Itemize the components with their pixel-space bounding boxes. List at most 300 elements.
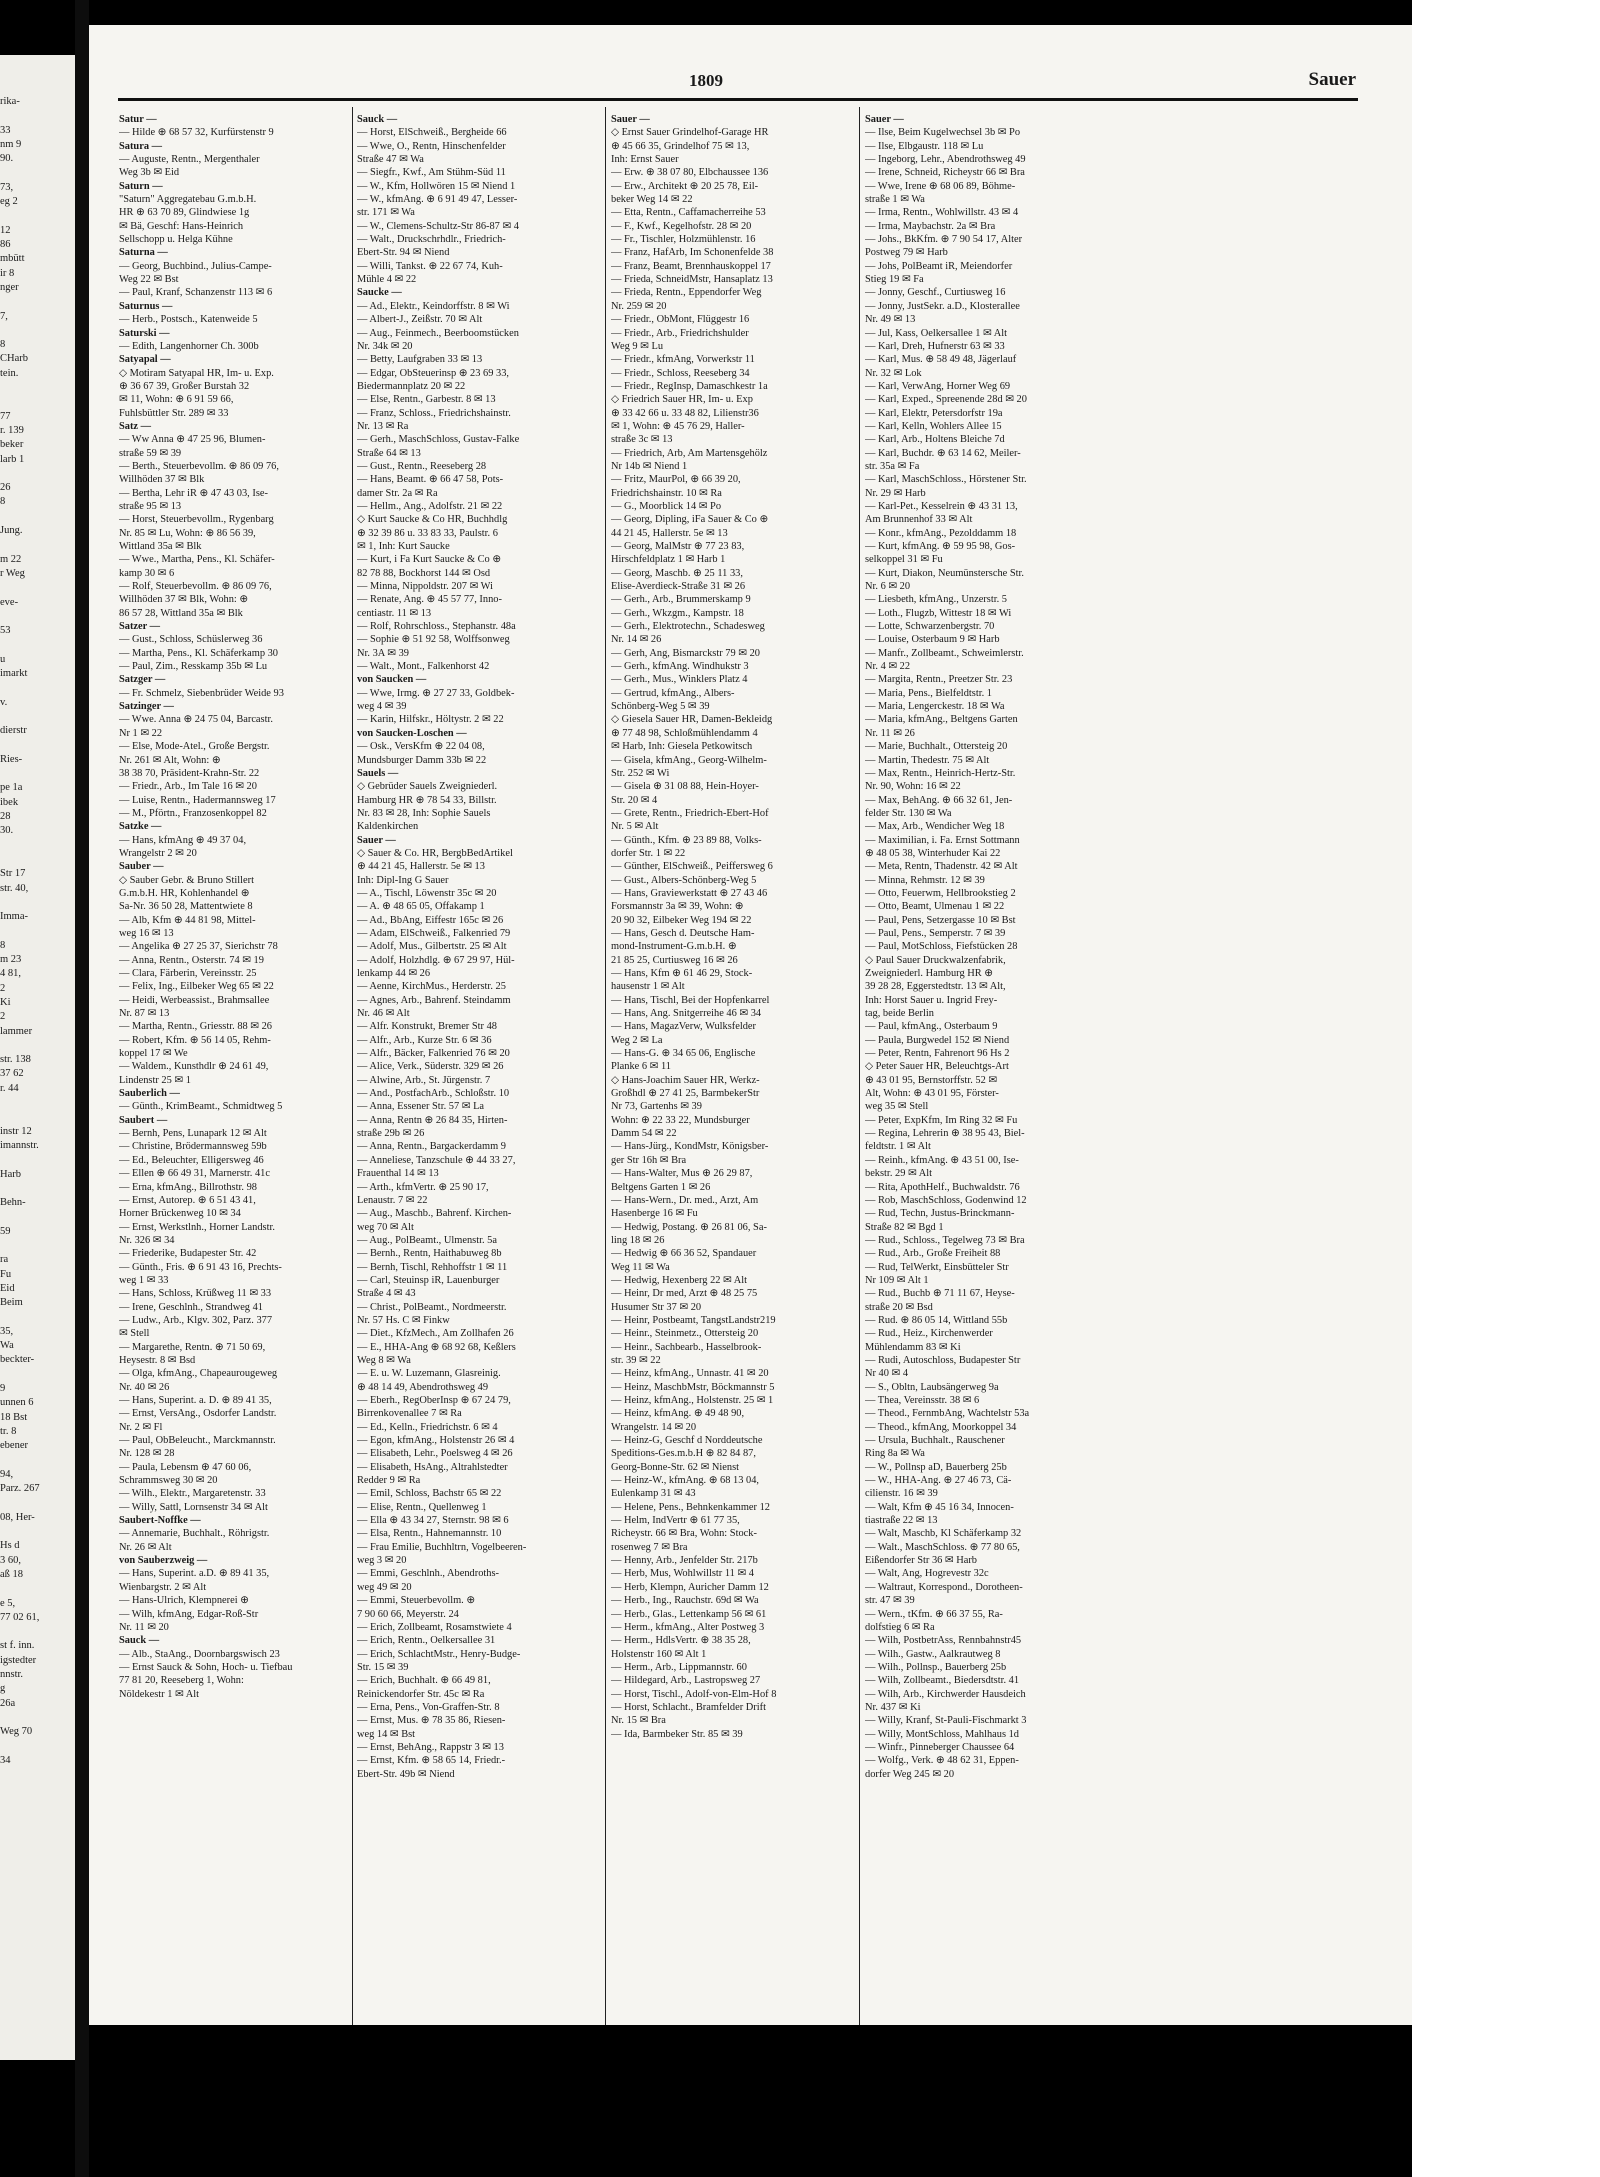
directory-entry-line: — Else, Mode-Atel., Große Bergstr. [119, 741, 270, 753]
surname-heading: Saubert-Noffke — [119, 1515, 201, 1527]
directory-entry-line: straße 59 ✉ 39 [119, 447, 182, 459]
directory-entry-line: — Wwe, O., Rentn, Hinschenfelder [357, 140, 506, 152]
directory-entry-line: — Agnes, Arb., Bahrenf. Steindamm [357, 994, 511, 1006]
directory-entry-line: straße 20 ✉ Bsd [865, 1301, 933, 1313]
directory-entry-line: — Emmi, Geschlnh., Abendroths- [357, 1568, 499, 1580]
directory-entry-line: — Franz, Schloss., Friedrichshainstr. [357, 407, 511, 419]
directory-entry-line: — W., HHA-Ang. ⊕ 27 46 73, Cä- [865, 1475, 1012, 1487]
directory-entry-line: — Otto, Feuerwm, Hellbrookstieg 2 [865, 887, 1016, 899]
directory-entry-line: — Alfr. Konstrukt, Bremer Str 48 [357, 1021, 497, 1033]
directory-entry-line: — Bernh, Tischl, Rehhoffstr 1 ✉ 11 [357, 1261, 508, 1273]
directory-entry-line: Inh: Horst Sauer u. Ingrid Frey- [865, 994, 998, 1006]
directory-entry-line: — Wilh., Elektr., Margaretenstr. 33 [119, 1488, 266, 1500]
directory-entry-line: ger Str 16h ✉ Bra [611, 1154, 687, 1166]
directory-entry-line: lenkamp 44 ✉ 26 [357, 968, 431, 979]
directory-entry-line: — S., Obltn, Laubsängerweg 9a [865, 1381, 999, 1393]
directory-entry-line: — Gerh., Wkzgm., Kampstr. 18 [611, 607, 744, 619]
previous-page-fragment: 7, [0, 310, 8, 322]
directory-entry-line: — Georg, Dipling, iFa Sauer & Co ⊕ [611, 514, 769, 526]
directory-entry-line: — Fr., Tischler, Holzmühlenstr. 16 [611, 234, 756, 246]
previous-page-fragment: aß 18 [0, 1568, 24, 1580]
directory-entry-line: — Fr. Schmelz, Siebenbrüder Weide 93 [119, 687, 284, 699]
directory-entry-line: — Wwe. Anna ⊕ 24 75 04, Barcastr. [119, 714, 273, 726]
directory-entry-line: Nr 40 ✉ 4 [865, 1368, 909, 1380]
directory-entry-line: — Adam, ElSchweiß., Falkenried 79 [357, 927, 511, 939]
directory-entry-line: — Thea, Vereinsstr. 38 ✉ 6 [865, 1395, 980, 1406]
directory-entry-line: — Anna, Essener Str. 57 ✉ La [357, 1101, 485, 1113]
directory-entry-line: — Erw. ⊕ 38 07 80, Elbchaussee 136 [611, 167, 769, 179]
previous-page-fragment: Harb [0, 1168, 21, 1180]
directory-entry-line: ◇ Friedrich Sauer HR, Im- u. Exp [611, 394, 753, 406]
surname-heading: Sauer — [357, 834, 396, 846]
surname-heading: Saturski — [119, 327, 170, 339]
directory-entry-line: weg 3 ✉ 20 [357, 1555, 407, 1567]
directory-entry-line: Lenaustr. 7 ✉ 22 [357, 1194, 428, 1206]
directory-entry-line: — Walt, Maschb, Kl Schäferkamp 32 [865, 1528, 1022, 1540]
surname-heading: Satzke — [119, 821, 162, 833]
directory-entry-line: 77 81 20, Reeseberg 1, Wohn: [119, 1675, 244, 1687]
directory-entry-line: Nr 109 ✉ Alt 1 [865, 1274, 929, 1286]
directory-entry-line: — Rud, Techn, Justus-Brinckmann- [865, 1208, 1015, 1220]
directory-entry-line: mond-Instrument-G.m.b.H. ⊕ [611, 941, 737, 953]
directory-entry-line: — Aenne, KirchMus., Herderstr. 25 [357, 981, 506, 993]
directory-entry-line: — Friedr., RegInsp, Damaschkestr 1a [611, 380, 768, 392]
directory-entry-line: — Frieda, SchneidMstr, Hansaplatz 13 [611, 274, 773, 286]
directory-entry-line: G.m.b.H. HR, Kohlenhandel ⊕ [119, 887, 250, 899]
directory-entry-line: — Paul, kfmAng., Osterbaum 9 [865, 1021, 998, 1033]
directory-entry-line: — Theod., kfmAng, Moorkoppel 34 [865, 1421, 1017, 1433]
previous-page-fragment: lammer [0, 1025, 33, 1037]
directory-entry-line: Inh: Dipl-Ing G Sauer [357, 874, 449, 886]
surname-heading: Satzinger — [119, 701, 174, 713]
directory-entry-line: Eulenkamp 31 ✉ 43 [611, 1488, 696, 1500]
directory-entry-line: — Minna, Rehmstr. 12 ✉ 39 [865, 874, 985, 886]
directory-entry-line: — Max, Rentn., Heinrich-Hertz-Str. [865, 767, 1016, 779]
directory-entry-line: Willhöden 37 ✉ Blk [119, 474, 205, 486]
directory-entry-line: — Heinz-G, Geschf d Norddeutsche [611, 1435, 763, 1447]
directory-entry-line: ⊕ 44 21 45, Hallerstr. 5e ✉ 13 [357, 861, 485, 873]
previous-page-fragment: ebener [0, 1440, 28, 1452]
previous-page-fragment: Beim [0, 1297, 23, 1309]
previous-page-fragment: 33 [0, 124, 11, 136]
directory-entry-line: — Hans, Ang. Snitgerreihe 46 ✉ 34 [611, 1008, 762, 1020]
directory-entry-line: — Erna, kfmAng., Billrothstr. 98 [119, 1181, 257, 1193]
directory-entry-line: — Liesbeth, kfmAng., Unzerstr. 5 [865, 594, 1007, 606]
previous-page-fragment: unnen 6 [0, 1397, 34, 1409]
directory-entry-line: — Loth., Flugzb, Wittestr 18 ✉ Wi [865, 607, 1012, 619]
directory-entry-line: Nr. 14 ✉ 26 [611, 634, 662, 646]
directory-entry-line: HR ⊕ 63 70 89, Glindwiese 1g [119, 207, 250, 219]
directory-entry-line: Nr. 259 ✉ 20 [611, 300, 667, 312]
previous-page-fragment: 94, [0, 1468, 14, 1480]
directory-entry-line: — Herb., Glas., Lettenkamp 56 ✉ 61 [611, 1608, 767, 1620]
directory-entry-line: — Kurt, Diakon, Neumünstersche Str. [865, 567, 1025, 579]
previous-page-fragment: imarkt [0, 668, 28, 679]
directory-entry-line: weg 35 ✉ Stell [865, 1101, 929, 1113]
directory-entry-line: Redder 9 ✉ Ra [357, 1475, 421, 1487]
directory-entry-line: ◇ Paul Sauer Druckwalzenfabrik, [865, 954, 1006, 966]
directory-entry-line: — Regina, Lehrerin ⊕ 38 95 43, Biel- [865, 1128, 1025, 1140]
directory-entry-line: Am Brunnenhof 33 ✉ Alt [865, 514, 973, 526]
directory-entry-line: ◇ Ernst Sauer Grindelhof-Garage HR [611, 127, 769, 139]
previous-page-fragment: 59 [0, 1225, 11, 1237]
directory-entry-line: — Karl, Arb., Holtens Bleiche 7d [865, 434, 1005, 446]
directory-entry-line: — Wilh., Pollnsp., Bauerberg 25b [865, 1661, 1007, 1673]
directory-entry-line: Elise-Averdieck-Straße 31 ✉ 26 [611, 581, 746, 593]
directory-entry-line: — Else, Rentn., Garbestr. 8 ✉ 13 [357, 394, 496, 406]
directory-entry-line: — Waldem., Kunsthdlr ⊕ 24 61 49, [119, 1061, 269, 1073]
directory-entry-line: 82 78 88, Bockhorst 144 ✉ Osd [357, 567, 491, 579]
directory-entry-line: — Karl, Exped., Spreenende 28d ✉ 20 [865, 394, 1027, 406]
surname-heading: Saturn — [119, 180, 163, 192]
directory-entry-line: — Emil, Schloss, Bachstr 65 ✉ 22 [357, 1488, 502, 1500]
directory-entry-line: — Anna, Rentn ⊕ 26 84 35, Hirten- [357, 1114, 508, 1126]
previous-page-fragment: Ki [0, 996, 11, 1008]
column-4 [865, 113, 1115, 2023]
directory-entry-line: ◇ Peter Sauer HR, Beleuchtgs-Art [865, 1061, 1009, 1073]
directory-entry-line: Ebert-Str. 94 ✉ Niend [357, 247, 450, 259]
directory-entry-line: ✉ Stell [119, 1328, 150, 1340]
directory-entry-line: — Jonny, Geschf., Curtiusweg 16 [865, 287, 1006, 299]
directory-entry-line: ◇ Sauber Gebr. & Bruno Stillert [119, 874, 254, 886]
directory-entry-line: Inh: Ernst Sauer [611, 154, 679, 166]
directory-entry-line: — Karin, Hilfskr., Höltystr. 2 ✉ 22 [357, 714, 504, 726]
directory-entry-line: — Luise, Rentn., Hadermannsweg 17 [119, 794, 276, 806]
directory-entry-line: — Ludw., Arb., Klgv. 302, Parz. 377 [119, 1314, 273, 1326]
previous-page-fragment: 90. [0, 153, 14, 165]
directory-entry-line: rosenweg 7 ✉ Bra [611, 1541, 688, 1553]
directory-entry-line: Wittland 35a ✉ Blk [119, 541, 202, 552]
directory-entry-line: — Hans, Superint. a.D. ⊕ 89 41 35, [119, 1568, 270, 1580]
directory-entry-line: — Hans-Wern., Dr. med., Arzt, Am [611, 1194, 759, 1206]
directory-entry-line: — Rolf, Rohrschloss., Stephanstr. 48a [357, 621, 516, 633]
directory-entry-line: — Edith, Langenhorner Ch. 300b [119, 340, 259, 352]
directory-entry-line: — Rolf, Steuerbevollm. ⊕ 86 09 76, [119, 581, 272, 593]
directory-entry-line: Str. 15 ✉ 39 [357, 1661, 409, 1673]
previous-page-fragment: beckter- [0, 1354, 35, 1366]
directory-entry-line: Nr. 261 ✉ Alt, Wohn: ⊕ [119, 754, 221, 766]
directory-entry-line: beker Weg 14 ✉ 22 [611, 194, 693, 206]
directory-entry-line: centiastr. 11 ✉ 13 [357, 607, 432, 619]
directory-entry-line: Nr. 90, Wohn: 16 ✉ 22 [865, 781, 961, 793]
directory-entry-line: — Gust., Schloss, Schüslerweg 36 [119, 634, 263, 646]
column-2 [357, 113, 607, 2023]
directory-entry-line: — Robert, Kfm. ⊕ 56 14 05, Rehm- [119, 1034, 271, 1046]
previous-page-fragment: Ries- [0, 753, 23, 765]
directory-entry-line: — Ingeborg, Lehr., Abendrothsweg 49 [865, 154, 1026, 166]
directory-entry-line: — Gerh, Ang, Bismarckstr 79 ✉ 20 [611, 647, 760, 659]
directory-entry-line: — Egon, kfmAng., Holstenstr 26 ✉ 4 [357, 1435, 515, 1447]
directory-entry-line: — Hans, Schloss, Krüßweg 11 ✉ 33 [119, 1288, 272, 1300]
directory-entry-line: weg 49 ✉ 20 [357, 1581, 412, 1593]
directory-entry-line: Biedermannplatz 20 ✉ 22 [357, 380, 466, 392]
directory-entry-line: Ebert-Str. 49b ✉ Niend [357, 1768, 455, 1780]
directory-entry-line: — Paul, Zim., Resskamp 35b ✉ Lu [119, 661, 268, 673]
previous-page-fragment: 35, [0, 1325, 14, 1337]
directory-entry-line: — Elisabeth, Lehr., Poelsweg 4 ✉ 26 [357, 1448, 513, 1460]
page-number: 1809 [689, 71, 723, 90]
directory-entry-line: — Günth., Kfm. ⊕ 23 89 88, Volks- [611, 834, 762, 846]
directory-entry-line: — Otto, Beamt, Ulmenau 1 ✉ 22 [865, 901, 1005, 913]
previous-page-fragment: 53 [0, 625, 11, 637]
directory-entry-line: Nr. 83 ✉ 28, Inh: Sophie Sauels [357, 807, 491, 819]
directory-entry-line: — W., Kfm, Hollwören 15 ✉ Niend 1 [357, 180, 516, 192]
directory-entry-line: — Ursula, Buchhalt., Rauschener [865, 1435, 1005, 1447]
directory-entry-line: — Osk., VersKfm ⊕ 22 04 08, [357, 741, 485, 753]
directory-entry-line: — Karl, Mus. ⊕ 58 49 48, Jägerlauf [865, 354, 1017, 366]
directory-entry-line: — Elisabeth, HsAng., Altrahlstedter [357, 1461, 508, 1473]
directory-entry-line: dolfstieg 6 ✉ Ra [865, 1621, 935, 1633]
directory-entry-line: — Alfr., Bäcker, Falkenried 76 ✉ 20 [357, 1048, 510, 1060]
directory-entry-line: straße 95 ✉ 13 [119, 500, 182, 512]
directory-entry-line: 21 85 25, Curtiusweg 16 ✉ 26 [611, 954, 738, 966]
directory-entry-line: — Karl, Kelln, Wohlers Allee 15 [865, 420, 1002, 432]
directory-entry-line: str. 39 ✉ 22 [611, 1354, 661, 1366]
directory-entry-line: — Konr., kfmAng., Pezolddamm 18 [865, 527, 1017, 539]
directory-entry-line: Schönberg-Weg 5 ✉ 39 [611, 701, 710, 713]
directory-entry-line: — Adolf, Mus., Gilbertstr. 25 ✉ Alt [357, 941, 507, 953]
directory-page [89, 25, 1412, 2025]
directory-entry-line: — Margarethe, Rentn. ⊕ 71 50 69, [119, 1341, 266, 1353]
directory-entry-line: — Aug., Feinmech., Beerboomstücken [357, 327, 519, 339]
surname-heading: Satyapal — [119, 354, 171, 366]
directory-entry-line: — Wwe, Irmg. ⊕ 27 27 33, Goldbek- [357, 687, 515, 699]
directory-entry-line: dorfer Weg 245 ✉ 20 [865, 1768, 955, 1780]
previous-page-fragment: 2 [0, 982, 6, 994]
previous-page-fragment: 8 [0, 339, 6, 351]
directory-entry-line: Weg 9 ✉ Lu [611, 340, 664, 352]
directory-entry-line: Friedrichshainstr. 10 ✉ Ra [611, 487, 722, 499]
previous-page-fragment: imannstr. [0, 1139, 39, 1151]
directory-entry-line: — Ad., BbAng, Eiffestr 165c ✉ 26 [357, 914, 504, 926]
directory-entry-line: — Georg, MalMstr ⊕ 77 23 83, [611, 541, 745, 552]
directory-entry-line: — W., Clemens-Schultz-Str 86-87 ✉ 4 [357, 220, 519, 232]
directory-entry-line: ⊕ 45 66 35, Grindelhof 75 ✉ 13, [611, 140, 750, 152]
directory-entry-line: ◇ Motiram Satyapal HR, Im- u. Exp. [119, 367, 274, 379]
directory-entry-line: ◇ Kurt Saucke & Co HR, Buchhdlg [357, 514, 508, 526]
surname-heading: von Sauberzweig — [119, 1555, 208, 1567]
directory-entry-line: — Heinr, Postbeamt, TangstLandstr219 [611, 1314, 776, 1326]
directory-entry-line: — Sophie ⊕ 51 92 58, Wolffsonweg [357, 634, 510, 646]
column-3 [611, 113, 861, 2023]
directory-entry-line: Damm 54 ✉ 22 [611, 1128, 677, 1140]
previous-page-fragment: r. 139 [0, 424, 24, 436]
directory-entry-line: — Gisela ⊕ 31 08 88, Hein-Hoyer- [611, 781, 759, 793]
surname-heading: Saubert — [119, 1114, 168, 1126]
directory-entry-line: — Georg, Buchbind., Julius-Campe- [119, 260, 272, 272]
directory-entry-line: Hamburg HR ⊕ 78 54 33, Billstr. [357, 794, 497, 806]
directory-entry-line: — E. u. W. Luzemann, Glasreinig. [357, 1368, 501, 1380]
directory-entry-line: weg 14 ✉ Bst [357, 1728, 416, 1740]
directory-entry-line: — Wilh, Arb., Kirchwerder Hausdeich [865, 1688, 1026, 1700]
directory-entry-line: — Hans, Superint. a. D. ⊕ 89 41 35, [119, 1395, 272, 1406]
directory-entry-line: — Ed., Kelln., Friedrichstr. 6 ✉ 4 [357, 1421, 498, 1433]
directory-entry-line: — Georg, Maschb. ⊕ 25 11 33, [611, 567, 743, 579]
directory-entry-line: — Rud., Arb., Große Freiheit 88 [865, 1248, 1001, 1260]
directory-entry-line: — Günth., Fris. ⊕ 6 91 43 16, Prechts- [119, 1261, 282, 1273]
directory-entry-line: — Friedr., ObMont, Flüggestr 16 [611, 314, 750, 326]
directory-entry-line: — Gerh., MaschSchloss, Gustav-Falke [357, 434, 520, 446]
previous-page-fragment: g [0, 1683, 6, 1695]
directory-entry-line: — Ed., Beleuchter, Elligersweg 46 [119, 1154, 264, 1166]
directory-entry-line: — Karl, MaschSchloss., Hörstener Str. [865, 474, 1027, 486]
previous-page-fragment: 77 02 61, [0, 1611, 40, 1623]
directory-entry-line: — Hans, Kfm ⊕ 61 46 29, Stock- [611, 968, 753, 979]
directory-entry-line: — Herb., Postsch., Katenweide 5 [119, 314, 258, 326]
directory-entry-line: Str. 252 ✉ Wi [611, 767, 670, 779]
directory-entry-line: tag, beide Berlin [865, 1008, 934, 1020]
directory-entry-line: Stieg 19 ✉ Fa [865, 274, 924, 286]
directory-entry-line: — Erich, Zollbeamt, Rosamstwiete 4 [357, 1621, 512, 1633]
previous-page-fragment: 30. [0, 825, 14, 837]
directory-entry-line: — Wwe., Martha, Pens., Kl. Schäfer- [119, 554, 275, 566]
directory-entry-line: — Jonny, JustSekr. a.D., Klosterallee [865, 300, 1020, 312]
directory-entry-line: str. 47 ✉ 39 [865, 1595, 915, 1607]
directory-entry-line: — M., Pförtn., Franzosenkoppel 82 [119, 807, 267, 819]
previous-page-fragment: 2 [0, 1011, 6, 1023]
directory-entry-line: — Franz, HafArb, Im Schonenfelde 38 [611, 247, 774, 259]
directory-entry-line: — Heinz, kfmAng., Holstenstr. 25 ✉ 1 [611, 1395, 774, 1406]
directory-entry-line: — Hellm., Ang., Adolfstr. 21 ✉ 22 [357, 500, 503, 512]
directory-entry-line: — Hildegard, Arb., Lastropsweg 27 [611, 1675, 761, 1687]
directory-entry-line: — Franz, Beamt, Brennhauskoppel 17 [611, 260, 771, 272]
previous-page-fragment: r Weg [0, 567, 25, 579]
previous-page-fragment: 12 [0, 224, 11, 236]
directory-entry-line: weg 16 ✉ 13 [119, 927, 174, 939]
directory-entry-line: — Heinz-W., kfmAng. ⊕ 68 13 04, [611, 1475, 759, 1487]
directory-entry-line: — Horst, Steuerbevollm., Rygenbarg [119, 514, 274, 526]
directory-entry-line: — Irene, Geschlnh., Strandweg 41 [119, 1301, 263, 1313]
directory-entry-line: — Rob, MaschSchloss, Godenwind 12 [865, 1194, 1027, 1206]
directory-entry-line: — Johs., BkKfm. ⊕ 7 90 54 17, Alter [865, 234, 1023, 246]
directory-entry-line: 39 28 28, Eggerstedtstr. 13 ✉ Alt, [865, 981, 1006, 993]
directory-entry-line: — Ilse, Elbgaustr. 118 ✉ Lu [865, 140, 984, 152]
previous-page-fragment: eg 2 [0, 196, 18, 208]
directory-entry-line: — Alb., StaAng., Doornbargswisch 23 [119, 1648, 280, 1660]
directory-entry-line: ⊕ 48 14 49, Abendrothsweg 49 [357, 1381, 489, 1393]
directory-entry-line: — Erich, Buchhalt. ⊕ 66 49 81, [357, 1675, 491, 1687]
previous-page-fragment: 28 [0, 811, 11, 822]
previous-page-edge [0, 55, 75, 2060]
previous-page-fragment: tr. 8 [0, 1425, 17, 1437]
directory-entry-line: — Erw., Architekt ⊕ 20 25 78, Eil- [611, 180, 759, 192]
directory-entry-line: — Elise, Rentn., Quellenweg 1 [357, 1501, 487, 1513]
directory-entry-line: felder Str. 130 ✉ Wa [865, 807, 952, 819]
directory-entry-line: — Margita, Rentn., Preetzer Str. 23 [865, 674, 1013, 686]
directory-entry-line: — Ernst, Kfm. ⊕ 58 65 14, Friedr.- [357, 1755, 506, 1767]
directory-entry-line: Nr. 437 ✉ Ki [865, 1701, 921, 1713]
directory-entry-line: ling 18 ✉ 26 [611, 1234, 665, 1246]
directory-entry-line: dorfer Str. 1 ✉ 22 [611, 847, 686, 859]
directory-entry-line: Straße 82 ✉ Bgd 1 [865, 1221, 944, 1233]
previous-page-fragment: Str 17 [0, 868, 26, 880]
directory-entry-line: Mühlendamm 83 ✉ Ki [865, 1341, 961, 1353]
directory-entry-line: Nr. 2 ✉ Fl [119, 1421, 163, 1433]
directory-entry-line: — Paul, ObBeleucht., Marckmannstr. [119, 1435, 276, 1447]
directory-entry-line: Straße 4 ✉ 43 [357, 1288, 416, 1300]
previous-page-fragment: ir 8 [0, 267, 15, 279]
directory-entry-line: 86 57 28, Wittland 35a ✉ Blk [119, 607, 243, 619]
directory-entry-line: damer Str. 2a ✉ Ra [357, 487, 438, 499]
directory-entry-line: — Albert-J., Zeißstr. 70 ✉ Alt [357, 314, 483, 326]
directory-entry-line: Str. 20 ✉ 4 [611, 794, 658, 806]
directory-entry-line: — Carl, Steuinsp iR, Lauenburger [357, 1274, 500, 1286]
directory-entry-line: ✉ Bä, Geschf: Hans-Heinrich [119, 220, 244, 232]
directory-entry-line: — Gisela, kfmAng., Georg-Wilhelm- [611, 754, 767, 766]
directory-entry-line: Willhöden 37 ✉ Blk, Wohn: ⊕ [119, 594, 249, 606]
surname-heading: Satzger — [119, 674, 166, 686]
surname-heading: Satur — [119, 114, 157, 125]
directory-entry-line: Nr. 128 ✉ 28 [119, 1448, 175, 1460]
directory-entry-line: Sa-Nr. 36 50 28, Mattentwiete 8 [119, 901, 253, 913]
directory-entry-line: — Alice, Verk., Süderstr. 329 ✉ 26 [357, 1061, 504, 1073]
directory-entry-line: ⊕ 32 39 86 u. 33 83 33, Paulstr. 6 [357, 527, 498, 539]
directory-entry-line: — Felix, Ing., Eilbeker Weg 65 ✉ 22 [119, 981, 274, 993]
directory-entry-line: ◇ Hans-Joachim Sauer HR, Werkz- [611, 1074, 760, 1086]
directory-entry-line: Nr. 40 ✉ 26 [119, 1381, 170, 1393]
directory-entry-line: — Rudi, Autoschloss, Budapester Str [865, 1354, 1021, 1366]
directory-entry-line: — Friedrich, Arb, Am Martensgehölz [611, 447, 768, 459]
directory-entry-line: ✉ 1, Wohn: ⊕ 45 76 29, Haller- [611, 420, 745, 432]
surname-heading: Saucke — [357, 287, 402, 299]
directory-entry-line: — Gust., Albers-Schönberg-Weg 5 [611, 874, 757, 886]
directory-entry-line: — Herb., Ing., Rauchstr. 69d ✉ Wa [611, 1595, 759, 1607]
directory-entry-line: Nr. 34k ✉ 20 [357, 340, 413, 352]
previous-page-fragment: v. [0, 696, 8, 708]
directory-entry-line: — Rud., Schloss., Tegelweg 73 ✉ Bra [865, 1234, 1025, 1246]
directory-entry-line: — E., HHA-Ang ⊕ 68 92 68, Keßlers [357, 1341, 516, 1353]
directory-entry-line: — Max, BehAng. ⊕ 66 32 61, Jen- [865, 794, 1013, 806]
directory-entry-line: — Emmi, Steuerbevollm. ⊕ [357, 1595, 476, 1607]
directory-entry-line: Horner Brückenweg 10 ✉ 34 [119, 1208, 241, 1220]
directory-entry-line: — Alb, Kfm ⊕ 44 81 98, Mittel- [119, 914, 256, 926]
directory-entry-line: — Maria, kfmAng., Beltgens Garten [865, 714, 1018, 726]
surname-heading: Sauber — [119, 861, 164, 873]
previous-page-fragment: m 22 [0, 553, 22, 565]
directory-entry-line: Wrangelstr. 14 ✉ 20 [611, 1421, 697, 1433]
directory-entry-line: — Anneliese, Tanzschule ⊕ 44 33 27, [357, 1154, 516, 1166]
directory-entry-line: — Peter, ExpKfm, Im Ring 32 ✉ Fu [865, 1114, 1018, 1126]
directory-entry-line: — Hans-Ulrich, Klempnerei ⊕ [119, 1595, 249, 1607]
directory-entry-line: — Bernh, Pens, Lunapark 12 ✉ Alt [119, 1128, 267, 1140]
directory-entry-line: — Erna, Pens., Von-Graffen-Str. 8 [357, 1701, 500, 1713]
directory-entry-line: Großhdl ⊕ 27 41 25, BarmbekerStr [611, 1088, 760, 1100]
running-head: Sauer [1308, 69, 1356, 90]
previous-page-fragment: Imma- [0, 911, 28, 923]
directory-entry-line: Nr 73, Gartenhs ✉ 39 [611, 1101, 702, 1113]
directory-entry-line: — A. ⊕ 48 65 05, Offakamp 1 [357, 901, 485, 913]
directory-entry-line: — Willy, MontSchloss, Mahlhaus 1d [865, 1728, 1020, 1740]
directory-entry-line: — Aug., Maschb., Bahrenf. Kirchen- [357, 1208, 512, 1220]
directory-entry-line: Nr. 46 ✉ Alt [357, 1008, 410, 1020]
directory-entry-line: — Walt, Kfm ⊕ 45 16 34, Innocen- [865, 1501, 1014, 1513]
directory-entry-line: — Betty, Laufgraben 33 ✉ 13 [357, 354, 483, 366]
directory-entry-line: — Rud., Heiz., Kirchenwerder [865, 1328, 993, 1340]
directory-entry-line: ✉ 11, Wohn: ⊕ 6 91 59 66, [119, 394, 234, 406]
directory-entry-line: Nr. 15 ✉ Bra [611, 1715, 666, 1727]
directory-entry-line: — Theod., FernmbAng, Wachtelstr 53a [865, 1408, 1030, 1420]
directory-entry-line: Forsmannstr 3a ✉ 39, Wohn: ⊕ [611, 901, 744, 913]
directory-entry-line: — Angelika ⊕ 27 25 37, Sierichstr 78 [119, 941, 278, 953]
previous-page-fragment: 26a [0, 1697, 16, 1709]
directory-entry-line: Nr. 29 ✉ Harb [865, 487, 926, 499]
directory-entry-line: — Walt., Mont., Falkenhorst 42 [357, 661, 490, 673]
directory-entry-line: — Hans, MagazVerw, Wulksfelder [611, 1021, 757, 1033]
directory-entry-line: — Hans, Tischl, Bei der Hopfenkarrel [611, 994, 770, 1006]
directory-entry-line: Nr 1 ✉ 22 [119, 727, 163, 739]
directory-entry-line: Nr. 11 ✉ 26 [865, 727, 915, 739]
previous-page-fragment: pe 1a [0, 782, 23, 794]
